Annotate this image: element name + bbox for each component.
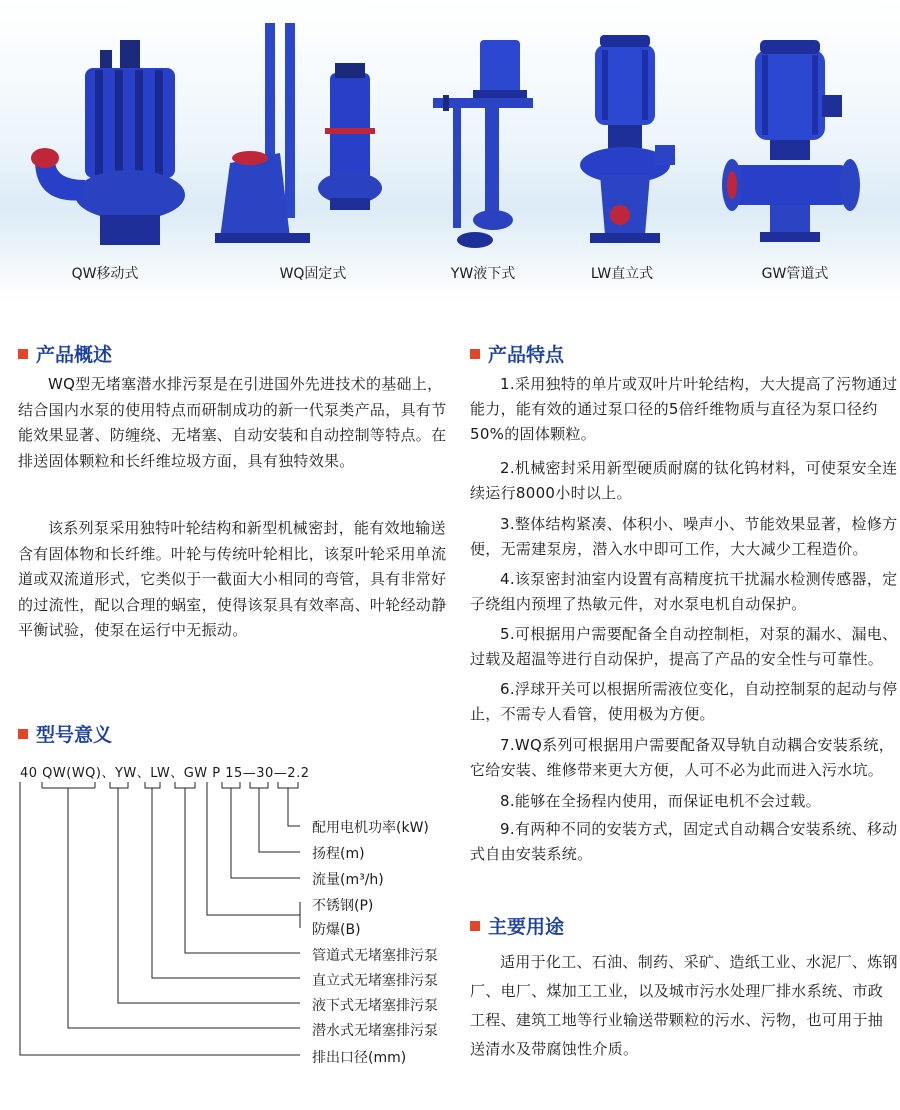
feature-item: 1.采用独特的单片或双叶片叶轮结构，大大提高了污物通过能力，能有效的通过泵口径的5倍纤维物质与直径为泵口径约50%的固体颗粒。 (470, 375, 898, 443)
overview-title-text: 产品概述 (36, 344, 113, 366)
feature-item: 6.浮球开关可以根据所需液位变化，自动控制泵的起动与停止，不需专人看管，使用极为方便。 (470, 680, 898, 723)
feature-item: 2.机械密封采用新型硬质耐腐的钛化钨材料，可使泵安全连续运行8000小时以上。 (470, 459, 898, 502)
pump-yw-icon (425, 40, 545, 255)
model-label-power: 配用电机功率(kW) (312, 820, 429, 836)
model-label-explosion: 防爆(B) (312, 922, 361, 938)
feature-item: 9.有两种不同的安装方式，固定式自动耦合安装系统、移动式自由安装系统。 (470, 820, 898, 863)
model-label-submerged-liquid: 液下式无堵塞排污泵 (312, 998, 438, 1014)
bullet-square-icon (470, 349, 480, 359)
pump-gw-icon (710, 40, 870, 250)
pump-wq-icon (210, 18, 385, 253)
feature-item: 4.该泵密封油室内设置有高精度抗干扰漏水检测传感器，定子绕组内预埋了热敏元件，对水泵电机自动保护。 (470, 570, 898, 613)
feature-item: 5.可根据用户需要配备全自动控制柜，对泵的漏水、漏电、过载及超温等进行自动保护，提高了产品的安全性与可靠性。 (470, 625, 898, 668)
model-title-text: 型号意义 (36, 724, 113, 746)
pump-wq-caption: WQ固定式 (279, 266, 347, 282)
model-label-outlet: 排出口径(mm) (312, 1050, 407, 1066)
model-code: 40 QW(WQ)、YW、LW、GW P 15—30—2.2 (20, 766, 310, 781)
bullet-square-icon (18, 729, 28, 739)
overview-title (18, 340, 112, 367)
features-title-text: 产品特点 (488, 344, 565, 366)
model-label-pipeline: 管道式无堵塞排污泵 (312, 948, 438, 964)
pump-yw-caption: YW液下式 (450, 266, 516, 282)
model-label-head: 扬程(m) (312, 846, 365, 862)
usage-title (470, 912, 564, 939)
bullet-square-icon (18, 349, 28, 359)
pump-qw-caption: QW移动式 (71, 266, 139, 282)
feature-item: 8.能够在全扬程内使用，而保证电机不会过载。 (500, 792, 821, 810)
usage-paragraph: 适用于化工、石油、制药、采矿、造纸工业、水泥厂、炼钢厂、电厂、煤加工工业，以及城市污水处理厂排水系统、市政工程、建筑工地等行业输送带颗粒的污水、污物，也可用于抽送清水及带腐蚀性介质。 (470, 953, 898, 1058)
feature-item: 3.整体结构紧凑、体积小、噪声小、节能效果显著，检修方便，无需建泵房，潜入水中即可工作，大大减少工程造价。 (470, 515, 898, 558)
pump-qw-icon (25, 30, 195, 255)
features-title (470, 340, 564, 367)
bullet-square-icon (470, 921, 480, 931)
usage-title-text: 主要用途 (488, 916, 565, 938)
pump-lw-caption: LW直立式 (590, 266, 654, 282)
model-label-flow: 流量(m³/h) (312, 872, 384, 888)
pump-gw-caption: GW管道式 (761, 266, 829, 282)
feature-item: 7.WQ系列可根据用户需要配备双导轨自动耦合安装系统，它给安装、维修带来更大方便，人可不必为此而进入污水坑。 (470, 736, 895, 779)
pump-lw-icon (570, 35, 680, 250)
model-title (18, 720, 112, 747)
overview-paragraph-1: WQ型无堵塞潜水排污泵是在引进国外先进技术的基础上，结合国内水泵的使用特点而研制成功的新一代泵类产品，具有节能效果显著、防缠绕、无堵塞、自动安装和自动控制等特点。在排送固体颗粒和长纤维垃圾方面，具有独特效果。 (18, 375, 447, 470)
model-label-vertical: 直立式无堵塞排污泵 (312, 973, 438, 989)
model-label-stainless: 不锈钢(P) (312, 898, 374, 914)
model-label-submersible: 潜水式无堵塞排污泵 (312, 1023, 438, 1039)
overview-paragraph-2: 该系列泵采用独特叶轮结构和新型机械密封，能有效地输送含有固体物和长纤维。叶轮与传统叶轮相比，该泵叶轮采用单流道或双流道形式，它类似于一截面大小相同的弯管，具有非常好的过流性，配以合理的蜗室，使得该泵具有效率高、叶轮经动静平衡试验，使泵在运行中无振动。 (18, 519, 447, 639)
